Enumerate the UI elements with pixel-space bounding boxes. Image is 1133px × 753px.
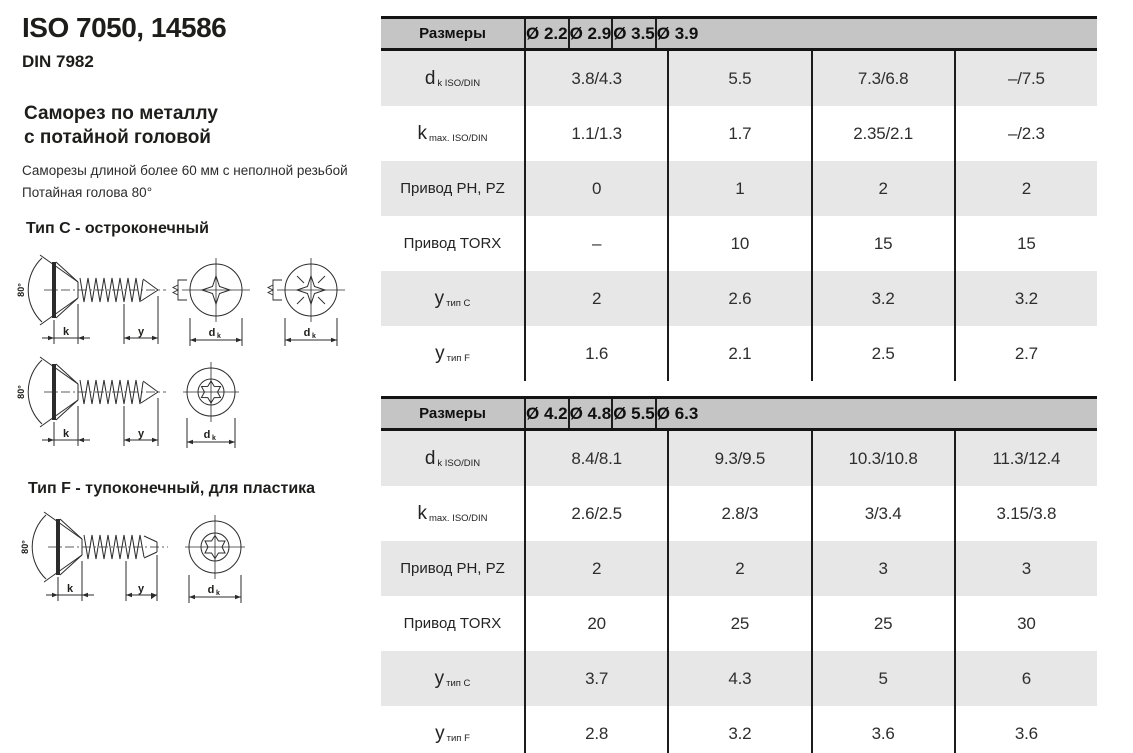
type-c-screw-ph-pz-drawing-icon bbox=[6, 252, 376, 352]
row-label: Привод TORX bbox=[403, 615, 502, 632]
header-diameter: Ø 3.5 bbox=[611, 19, 655, 48]
dk-dim-sub: k bbox=[217, 333, 221, 340]
k-dim-label: k bbox=[62, 428, 70, 440]
table-row bbox=[381, 431, 1097, 486]
value-cell: 2.7 bbox=[954, 326, 1097, 381]
angle-label: 80° bbox=[16, 385, 26, 399]
value-cell: 3 bbox=[954, 541, 1097, 596]
value-cell: 2.5 bbox=[811, 326, 954, 381]
table-row bbox=[381, 706, 1097, 753]
table-row bbox=[381, 51, 1097, 106]
type-f-screw-torx-drawing-icon bbox=[10, 505, 290, 615]
page-title: ISO 7050, 14586 bbox=[22, 12, 227, 43]
angle-label: 80° bbox=[20, 540, 30, 554]
dimensions-table-large-sizes bbox=[381, 396, 1097, 753]
value-cell: 10.3/10.8 bbox=[811, 431, 954, 486]
value-cell: 1.1/1.3 bbox=[524, 106, 667, 161]
value-cell: 25 bbox=[811, 596, 954, 651]
k-dim-label: k bbox=[62, 326, 70, 338]
type-c-screw-torx-drawing-icon bbox=[6, 354, 286, 454]
row-label: k max. ISO/DIN bbox=[417, 122, 488, 144]
dk-dim-label: d bbox=[203, 429, 211, 441]
type-f-heading: Тип F - тупоконечный, для пластика bbox=[28, 480, 316, 497]
header-dimensions-label: Размеры bbox=[419, 405, 486, 422]
value-cell: 25 bbox=[667, 596, 810, 651]
value-cell: 6 bbox=[954, 651, 1097, 706]
value-cell: 9.3/9.5 bbox=[667, 431, 810, 486]
table-header-row bbox=[381, 16, 1097, 51]
value-cell: 1.7 bbox=[667, 106, 810, 161]
value-cell: 3.2 bbox=[811, 271, 954, 326]
value-cell: 3.2 bbox=[954, 271, 1097, 326]
header-diameter: Ø 4.8 bbox=[568, 399, 612, 428]
row-label: d k ISO/DIN bbox=[424, 447, 481, 469]
value-cell: 3.15/3.8 bbox=[954, 486, 1097, 541]
row-label: k max. ISO/DIN bbox=[417, 502, 488, 524]
y-dim-label: y bbox=[137, 428, 145, 440]
value-cell: 15 bbox=[954, 216, 1097, 271]
value-cell: 2 bbox=[811, 161, 954, 216]
value-cell: 3.2 bbox=[667, 706, 810, 753]
y-dim-label: y bbox=[137, 326, 145, 338]
row-label: Привод PH, PZ bbox=[400, 180, 505, 197]
value-cell: 2 bbox=[954, 161, 1097, 216]
dk-dim-label: d bbox=[207, 584, 215, 596]
header-diameter: Ø 6.3 bbox=[655, 399, 699, 428]
standard-subtitle: DIN 7982 bbox=[22, 52, 94, 71]
value-cell: 3.6 bbox=[811, 706, 954, 753]
value-cell: 8.4/8.1 bbox=[524, 431, 667, 486]
header-diameter: Ø 2.2 bbox=[524, 19, 568, 48]
product-name-line2: с потайной головой bbox=[24, 127, 211, 148]
header-dimensions-label: Размеры bbox=[419, 25, 486, 42]
table-row bbox=[381, 596, 1097, 651]
row-label: y тип F bbox=[435, 722, 470, 744]
value-cell: – bbox=[524, 216, 667, 271]
header-diameter: Ø 3.9 bbox=[655, 19, 699, 48]
table-row bbox=[381, 271, 1097, 326]
value-cell: 15 bbox=[811, 216, 954, 271]
value-cell: 2.8 bbox=[524, 706, 667, 753]
value-cell: 11.3/12.4 bbox=[954, 431, 1097, 486]
value-cell: 5 bbox=[811, 651, 954, 706]
dk-dim-label: d bbox=[303, 327, 311, 339]
value-cell: 2.35/2.1 bbox=[811, 106, 954, 161]
header-diameter: Ø 4.2 bbox=[524, 399, 568, 428]
k-dim-label: k bbox=[66, 583, 74, 595]
type-c-heading: Тип C - остроконечный bbox=[26, 220, 209, 237]
value-cell: 20 bbox=[524, 596, 667, 651]
value-cell: 5.5 bbox=[667, 51, 810, 106]
row-label: d k ISO/DIN bbox=[424, 67, 481, 89]
value-cell: 1 bbox=[667, 161, 810, 216]
angle-label: 80° bbox=[16, 283, 26, 297]
value-cell: 2 bbox=[667, 541, 810, 596]
value-cell: 2.8/3 bbox=[667, 486, 810, 541]
header-diameter: Ø 5.5 bbox=[611, 399, 655, 428]
dimensions-table-small-sizes bbox=[381, 16, 1097, 381]
product-note-line2: Потайная голова 80° bbox=[22, 185, 153, 200]
product-name bbox=[24, 102, 218, 150]
table-header-row bbox=[381, 396, 1097, 431]
table-row bbox=[381, 106, 1097, 161]
value-cell: 4.3 bbox=[667, 651, 810, 706]
value-cell: 2 bbox=[524, 271, 667, 326]
value-cell: 3.7 bbox=[524, 651, 667, 706]
y-dim-label: y bbox=[137, 583, 145, 595]
row-label: Привод TORX bbox=[403, 235, 502, 252]
value-cell: 3 bbox=[811, 541, 954, 596]
dk-dim-sub: k bbox=[216, 590, 220, 597]
dk-dim-sub: k bbox=[212, 435, 216, 442]
table-row bbox=[381, 216, 1097, 271]
table-row bbox=[381, 326, 1097, 381]
value-cell: 2 bbox=[524, 541, 667, 596]
table-row bbox=[381, 486, 1097, 541]
value-cell: –/7.5 bbox=[954, 51, 1097, 106]
dk-dim-sub: k bbox=[312, 333, 316, 340]
value-cell: 3.6 bbox=[954, 706, 1097, 753]
value-cell: 7.3/6.8 bbox=[811, 51, 954, 106]
row-label: y тип F bbox=[435, 342, 470, 364]
value-cell: 0 bbox=[524, 161, 667, 216]
value-cell: 1.6 bbox=[524, 326, 667, 381]
table-row bbox=[381, 541, 1097, 596]
value-cell: 30 bbox=[954, 596, 1097, 651]
product-note-line1: Саморезы длиной более 60 мм с неполной резьбой bbox=[22, 163, 348, 178]
value-cell: 2.1 bbox=[667, 326, 810, 381]
value-cell: 2.6 bbox=[667, 271, 810, 326]
header-diameter: Ø 2.9 bbox=[568, 19, 612, 48]
value-cell: –/2.3 bbox=[954, 106, 1097, 161]
table-row bbox=[381, 161, 1097, 216]
left-panel bbox=[0, 0, 378, 753]
product-note bbox=[22, 160, 348, 204]
value-cell: 2.6/2.5 bbox=[524, 486, 667, 541]
product-name-line1: Саморез по металлу bbox=[24, 103, 218, 124]
dk-dim-label: d bbox=[208, 327, 216, 339]
row-label: y тип C bbox=[434, 667, 471, 689]
table-row bbox=[381, 651, 1097, 706]
row-label: y тип C bbox=[434, 287, 471, 309]
tables-area bbox=[381, 16, 1097, 753]
value-cell: 3/3.4 bbox=[811, 486, 954, 541]
row-label: Привод PH, PZ bbox=[400, 560, 505, 577]
value-cell: 10 bbox=[667, 216, 810, 271]
value-cell: 3.8/4.3 bbox=[524, 51, 667, 106]
